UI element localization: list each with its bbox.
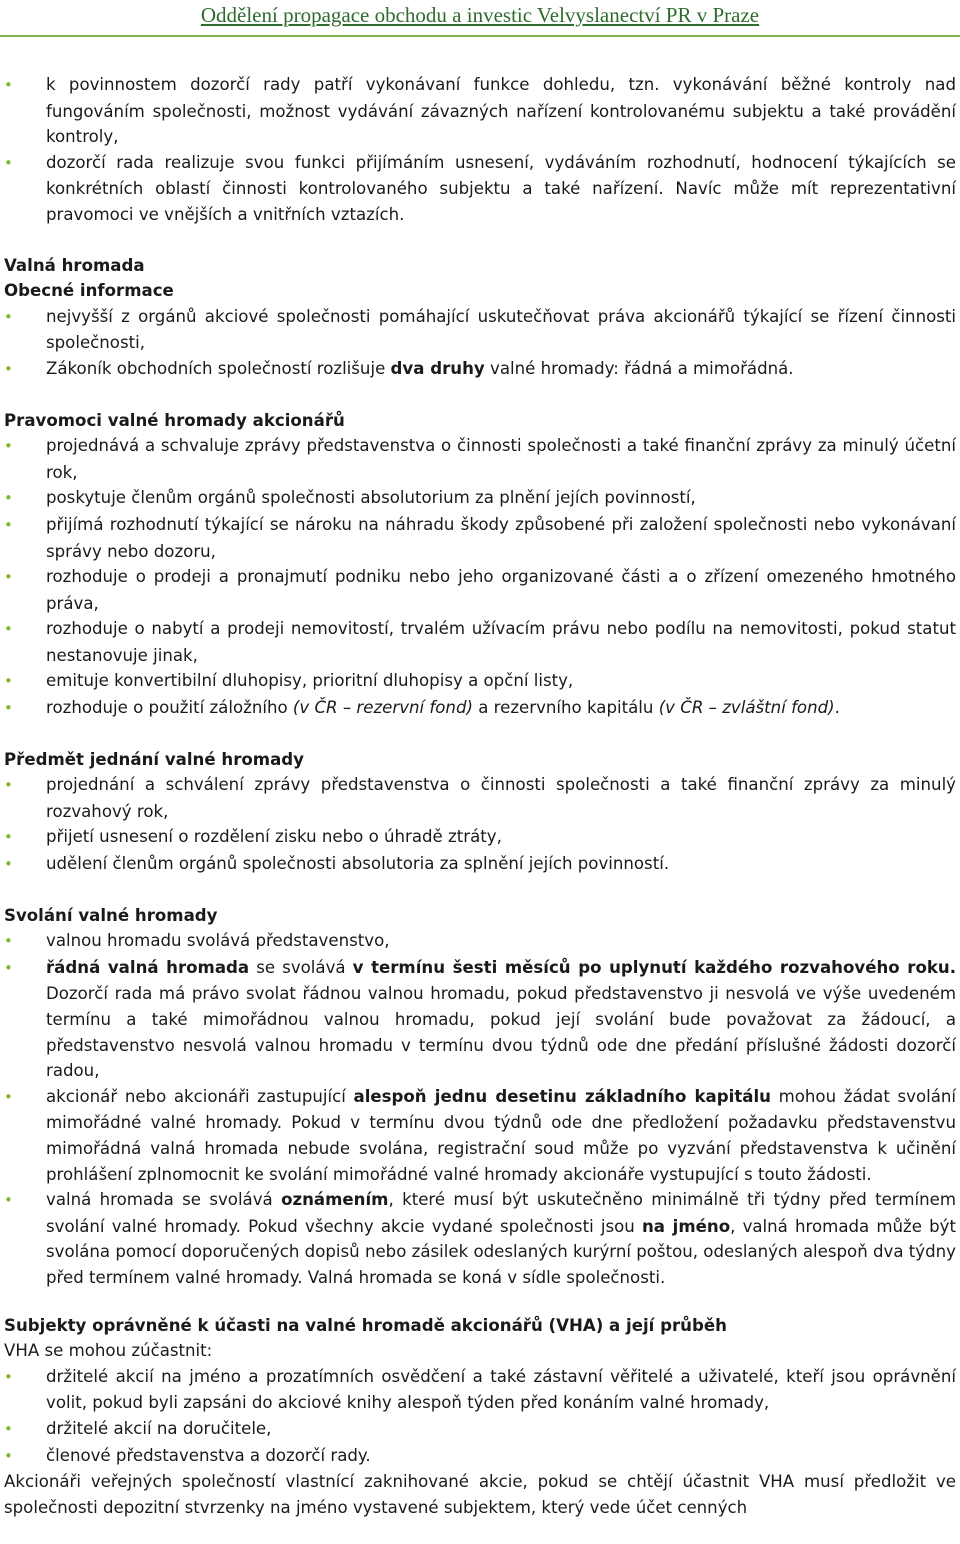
bullet-icon <box>4 669 46 695</box>
bullet-icon <box>4 357 46 383</box>
list-item: •akcionář nebo akcionáři zastupující alespoň jednu desetinu základního kapitálu mohou žádat svolání mimořádné valné hromady. Pokud v termínu dvou týdnů ode dne předložení požadavku představenstvu mimořádná valná hromada nebude svolána, registrační soud může po vyzvání představenstva k učinění prohlášení zplnomocnit ke svolání mimořádné valné hromady akcionáře vystupující s touto žádosti. <box>4 1084 956 1187</box>
list-item: •projednání a schválení zprávy představenstva o činnosti společnosti a také finanční zprávy za minulý rozvahový rok, <box>4 772 956 824</box>
list-item: •členové představenstva a dozorčí rady. <box>4 1443 956 1470</box>
bullet-icon <box>4 1417 46 1443</box>
bullet-icon <box>4 1188 46 1214</box>
bullet-icon <box>4 929 46 955</box>
list-item: •valnou hromadu svolává představenstvo, <box>4 928 956 955</box>
list-item: •rozhoduje o použití záložního (v ČR – rezervní fond) a rezervního kapitálu (v ČR – zvláštní fond). <box>4 695 956 722</box>
bullet-icon <box>4 73 46 99</box>
bullet-icon <box>4 696 46 722</box>
bullet-icon <box>4 825 46 851</box>
list-item: •emituje konvertibilní dluhopisy, prioritní dluhopisy a opční listy, <box>4 668 956 695</box>
list-item: •poskytuje členům orgánů společnosti absolutorium za plnění jejích povinností, <box>4 485 956 512</box>
bullet-icon <box>4 617 46 643</box>
list-item: •rozhoduje o nabytí a prodeji nemovitostí, trvalém užívacím právu nebo podílu na nemovitosti, pokud statut nestanovuje jinak, <box>4 616 956 668</box>
list-item: •udělení členům orgánů společnosti absolutoria za splnění jejích povinností. <box>4 851 956 878</box>
list-item: •přijetí usnesení o rozdělení zisku nebo o úhradě ztráty, <box>4 824 956 851</box>
bullet-icon <box>4 305 46 331</box>
list-item: •k povinnostem dozorčí rady patří vykonávaní funkce dohledu, tzn. vykonávání běžné kontroly nad fungováním společnosti, možnost vydávání závazných nařízení kontrolovanému subjektu a také provádění kontroly, <box>4 72 956 150</box>
list-item: •valná hromada se svolává oznámením, které musí být uskutečněno minimálně tři týdny před termínem svolání valné hromady. Pokud všechny akcie vydané společnosti jsou na jméno, valná hromada může být svolána pomocí doporučených dopisů nebo zásilek odeslaných kurýrní poštou, odeslaných alespoň dva týdny před termínem valné hromady. Valná hromada se koná v sídle společnosti. <box>4 1187 956 1290</box>
section-heading-subjekty: Subjekty oprávněné k účasti na valné hromadě akcionářů (VHA) a její průběh <box>4 1315 727 1335</box>
bullet-icon <box>4 565 46 591</box>
page-header <box>0 0 960 40</box>
bullet-icon <box>4 1085 46 1111</box>
section-heading-valna-hromada: Valná hromada <box>4 255 145 275</box>
section-heading-svolani: Svolání valné hromady <box>4 905 218 925</box>
bullet-icon <box>4 434 46 460</box>
bullet-icon <box>4 151 46 177</box>
section-heading-predmet: Předmět jednání valné hromady <box>4 749 304 769</box>
list-item: •projednává a schvaluje zprávy představenstva o činnosti společnosti a také finanční zprávy za minulý účetní rok, <box>4 433 956 485</box>
bullet-icon <box>4 486 46 512</box>
bullet-icon <box>4 773 46 799</box>
list-item: •nejvyšší z orgánů akciové společnosti pomáhající uskutečňovat práva akcionářů týkající se řízení činnosti společnosti, <box>4 304 956 356</box>
section-heading-pravomoci: Pravomoci valné hromady akcionářů <box>4 410 345 430</box>
document-body <box>4 72 956 1520</box>
list-item: •přijímá rozhodnutí týkající se nároku na náhradu škody způsobené při založení společnosti nebo vykonávaní správy nebo dozoru, <box>4 512 956 564</box>
list-item: •držitelé akcií na doručitele, <box>4 1416 956 1443</box>
list-item: •dozorčí rada realizuje svou funkci přijímáním usnesení, vydáváním rozhodnutí, hodnocení týkajících se konkrétních oblastí činnosti kontrolovaného subjektu a také nařízení. Navíc může mít reprezentativní pravomoci ve vnějších a vnitřních vztazích. <box>4 150 956 228</box>
list-item: •Zákoník obchodních společností rozlišuje dva druhy valné hromady: řádná a mimořádná. <box>4 356 956 383</box>
header-divider <box>0 35 960 37</box>
list-item: •držitelé akcií na jméno a prozatímních osvědčení a také zástavní věřitelé a uživatelé, kteří jsou oprávnění volit, pokud byli zapsáni do akciové knihy alespoň týden před konáním valné hromady, <box>4 1364 956 1416</box>
list-item: •rozhoduje o prodeji a pronajmutí podniku nebo jeho organizované části a o zřízení omezeného hmotného práva, <box>4 564 956 616</box>
closing-paragraph: Akcionáři veřejných společností vlastnící zaknihované akcie, pokud se chtějí účastnit VHA musí předložit ve společnosti depozitní stvrzenky na jméno vystavené subjektem, který vede účet cenných <box>4 1472 956 1517</box>
list-item: •řádná valná hromada se svolává v termínu šesti měsíců po uplynutí každého rozvahového roku. Dozorčí rada má právo svolat řádnou valnou hromadu, pokud představenstvo ji nesvolá ve výše uvedeném termínu a také mimořádnou valnou hromadu, pokud její svolání bude považovat za žádoucí, a představenstvo nesvolá valnou hromadu v termínu dvou týdnů ode dne předání příslušné žádosti dozorčí radou, <box>4 955 956 1084</box>
header-title: Oddělení propagace obchodu a investic Velvyslanectví PR v Praze <box>200 3 760 27</box>
section-subheading-obecne: Obecné informace <box>4 281 174 301</box>
bullet-icon <box>4 1444 46 1470</box>
bullet-icon <box>4 852 46 878</box>
bullet-icon <box>4 1365 46 1391</box>
section-intro: VHA se mohou zúčastnit: <box>4 1341 213 1361</box>
bullet-icon <box>4 513 46 539</box>
bullet-icon <box>4 956 46 982</box>
